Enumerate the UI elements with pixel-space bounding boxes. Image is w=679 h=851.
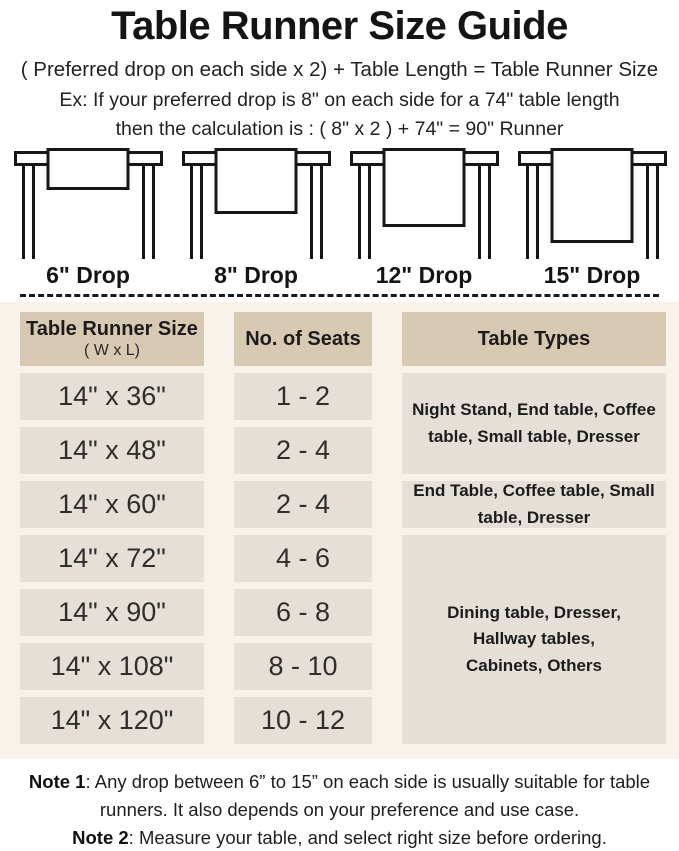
table-leg	[142, 163, 155, 259]
seats-cell: 2 - 4	[234, 427, 372, 474]
table-illustration-12in-drop	[340, 148, 508, 259]
size-cell: 14" x 108"	[20, 643, 204, 690]
page-title: Table Runner Size Guide	[0, 0, 679, 49]
example-line-2: then the calculation is : ( 8" x 2 ) + 74" = 90" Runner	[0, 118, 679, 141]
note-1	[2, 768, 677, 824]
table-leg	[478, 163, 491, 259]
drop-label-8in: 8" Drop	[172, 262, 340, 289]
table-illustration-15in-drop	[508, 148, 676, 259]
table-types-group-small-tables	[402, 373, 666, 474]
drop-label-12in: 12" Drop	[340, 262, 508, 289]
note-2-label: Note 2	[72, 827, 129, 848]
seats-cell: 2 - 4	[234, 481, 372, 528]
seats-cell: 4 - 6	[234, 535, 372, 582]
table-leg	[358, 163, 371, 259]
table-types-group-text: Dining table, Dresser, Hallway tables, Cabinets, Others	[439, 600, 629, 679]
table-types-group-medium-tables	[402, 481, 666, 528]
drop-label-6in: 6" Drop	[4, 262, 172, 289]
column-header-seats: No. of Seats	[234, 312, 372, 366]
table-types-group-text: Night Stand, End table, Coffee table, Small table, Dresser	[412, 397, 656, 450]
table-leg	[190, 163, 203, 259]
runner-shape	[383, 148, 466, 227]
table-types-group-large-tables	[402, 535, 666, 744]
table-leg	[22, 163, 35, 259]
table-illustration-6in-drop	[4, 148, 172, 259]
seats-cell: 10 - 12	[234, 697, 372, 744]
table-leg	[526, 163, 539, 259]
table-illustration-8in-drop	[172, 148, 340, 259]
note-1-label: Note 1	[29, 771, 86, 792]
size-cell: 14" x 90"	[20, 589, 204, 636]
size-cell: 14" x 72"	[20, 535, 204, 582]
note-2-text: : Measure your table, and select right size before ordering.	[129, 827, 607, 848]
table-leg	[646, 163, 659, 259]
size-formula: ( Preferred drop on each side x 2) + Table Length = Table Runner Size	[0, 58, 679, 82]
runner-size-header-label: Table Runner Size	[26, 318, 198, 341]
drop-illustrations	[0, 148, 679, 259]
seats-cell: 8 - 10	[234, 643, 372, 690]
example-line-1: Ex: If your preferred drop is 8" on each side for a 74" table length	[0, 89, 679, 112]
runner-size-subheader: ( W x L)	[84, 342, 140, 360]
size-table-section	[0, 302, 679, 759]
table-types-group-text: End Table, Coffee table, Small table, Dresser	[412, 478, 656, 531]
seats-cell: 1 - 2	[234, 373, 372, 420]
size-cell: 14" x 36"	[20, 373, 204, 420]
dashed-divider	[20, 294, 659, 297]
size-cell: 14" x 48"	[20, 427, 204, 474]
note-2	[2, 824, 677, 851]
footnotes	[0, 768, 679, 851]
seats-cell: 6 - 8	[234, 589, 372, 636]
runner-shape	[47, 148, 130, 190]
drop-labels	[0, 262, 679, 289]
runner-shape	[551, 148, 634, 243]
size-table	[20, 312, 666, 744]
note-1-text: : Any drop between 6” to 15” on each side is usually suitable for table runners. It also depends on your preference and use case.	[85, 771, 650, 820]
table-leg	[310, 163, 323, 259]
drop-label-15in: 15" Drop	[508, 262, 676, 289]
size-cell: 14" x 60"	[20, 481, 204, 528]
size-cell: 14" x 120"	[20, 697, 204, 744]
column-header-table-types: Table Types	[402, 312, 666, 366]
column-header-runner-size	[20, 312, 204, 366]
runner-shape	[215, 148, 298, 214]
